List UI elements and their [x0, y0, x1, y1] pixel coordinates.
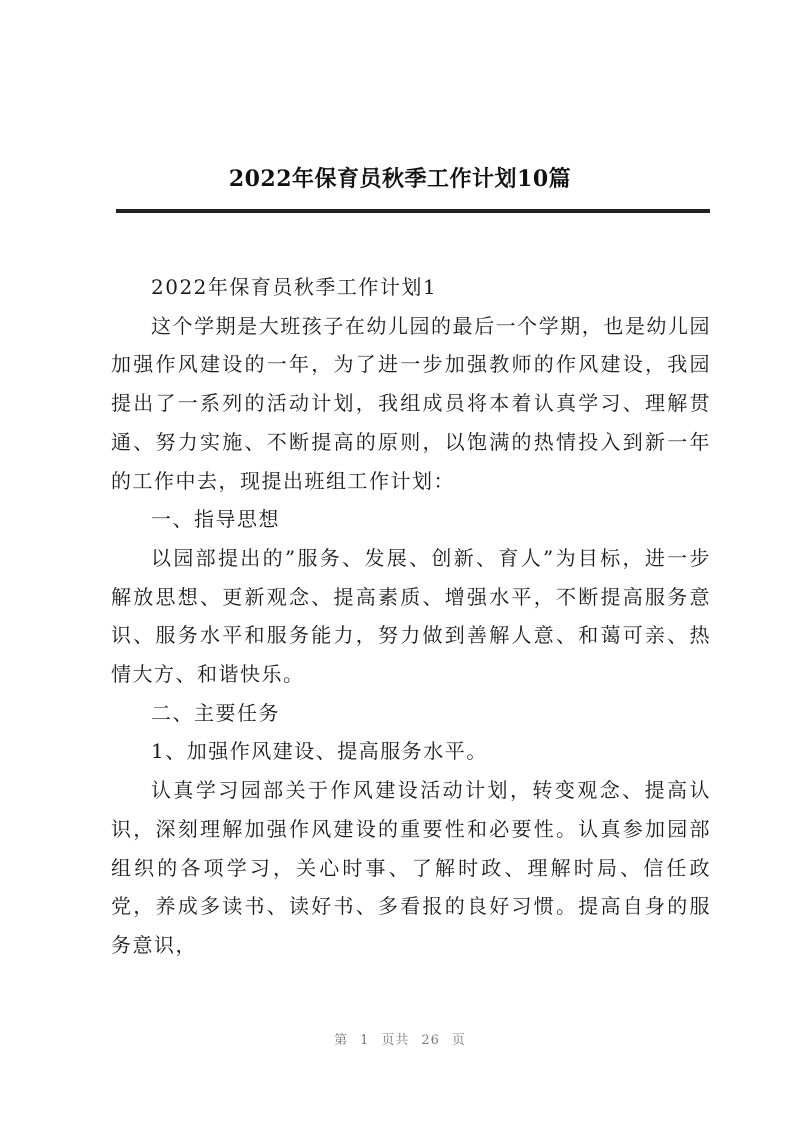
- title-divider: [116, 209, 710, 213]
- page-footer: [0, 1032, 800, 1050]
- subsection-heading: 1、加强作风建设、提高服务水平。: [151, 739, 488, 764]
- footer-prefix: 第: [334, 1033, 349, 1048]
- document-body: [111, 268, 711, 965]
- body-paragraph: 认真学习园部关于作风建设活动计划，转变观念、提高认识，深刻理解加强作风建设的重要性和必要性。认真参加园部组织的各项学习，关心时事、了解时政、理解时局、信任政党，养成多读书、读好书、多看报的良好习惯。提高自身的服务意识，: [111, 778, 711, 957]
- body-paragraph: 这个学期是大班孩子在幼儿园的最后一个学期，也是幼儿园加强作风建设的一年，为了进一步加强教师的作风建设，我园提出了一系列的活动计划，我组成员将本着认真学习、理解贯通、努力实施、不断提高的原则，以饱满的热情投入到新一年的工作中去，现提出班组工作计划：: [111, 313, 711, 493]
- section-heading: 2022年保育员秋季工作计划1: [151, 275, 438, 299]
- footer-page-number: 1: [360, 1033, 370, 1048]
- footer-total-pages: 26: [421, 1033, 440, 1048]
- section-heading: 二、主要任务: [151, 700, 280, 725]
- section-heading: 一、指导思想: [151, 507, 280, 532]
- body-paragraph: 以园部提出的”服务、发展、创新、育人”为目标，进一步解放思想、更新观念、提高素质、增强水平，不断提高服务意识、服务水平和服务能力，努力做到善解人意、和蔼可亲、热情大方、和谐快乐。: [111, 545, 711, 687]
- document-title: 2022年保育员秋季工作计划10篇: [228, 166, 572, 192]
- footer-suffix: 页: [451, 1033, 466, 1048]
- footer-middle: 页共: [381, 1033, 410, 1048]
